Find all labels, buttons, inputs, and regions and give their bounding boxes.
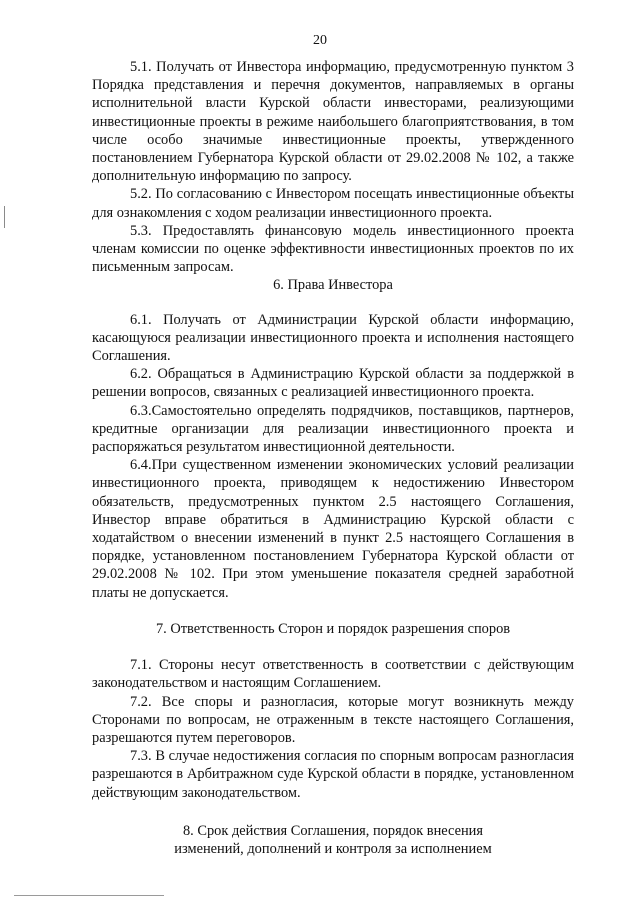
- section-heading-8-line-2: изменений, дополнений и контроля за исполнением: [174, 840, 492, 857]
- scan-edge-mark: [4, 206, 5, 228]
- paragraph-6-1: 6.1. Получать от Администрации Курской области информацию, касающуюся реализации инвестиционного проекта и исполнения настоящего Соглашения.: [92, 311, 574, 365]
- paragraph-5-1: 5.1. Получать от Инвестора информацию, предусмотренную пунктом 3 Порядка представления и перечня документов, направляемых в органы исполнительной власти Курской области инвесторами, реализующими инвестиционные проекты в режиме наибольшего благоприятствования, в том числе особо значимые инвестиционные проекты, утвержденного постановлением Губернатора Курской области от 29.02.2008 № 102, а также дополнительную информацию по запросу.: [92, 59, 574, 185]
- spacer: [92, 802, 574, 822]
- document-body: [92, 58, 574, 858]
- footer-divider: [14, 895, 164, 896]
- paragraph-5-2: 5.2. По согласованию с Инвестором посещать инвестиционные объекты для ознакомления с ходом реализации инвестиционного проекта.: [92, 186, 574, 221]
- section-heading-6: 6. Права Инвестора: [273, 277, 393, 294]
- section-heading-8-line-1: 8. Срок действия Соглашения, порядок внесения: [182, 822, 484, 839]
- paragraph-7-1: 7.1. Стороны несут ответственность в соответствии с действующим законодательством и настоящим Соглашением.: [92, 657, 574, 692]
- paragraph-7-2: 7.2. Все споры и разногласия, которые могут возникнуть между Сторонами по вопросам, не отраженным в тексте настоящего Соглашения, разрешаются путем переговоров.: [92, 693, 574, 746]
- paragraph-6-4: 6.4.При существенном изменении экономических условий реализации инвестиционного проекта, приводящем к недостижению Инвестором обязательств, предусмотренных пунктом 2.5 настоящего Соглашения, Инвестор вправе обратиться в Администрацию Курской области с ходатайством о внесении изменений в пункт 2.5 настоящего Соглашения в порядке, установленном постановлением Губернатора Курской области от 29.02.2008 № 102. При этом уменьшение показателя средней заработной платы не допускается.: [92, 457, 574, 601]
- paragraph-6-2: 6.2. Обращаться в Администрацию Курской области за поддержкой в решении вопросов, связанных с реализацией инвестиционного проекта.: [92, 366, 574, 401]
- spacer: [92, 638, 574, 656]
- spacer: [92, 295, 574, 311]
- paragraph-5-3: 5.3. Предоставлять финансовую модель инвестиционного проекта членам комиссии по оценке эффективности инвестиционных проектов по их письменным запросам.: [92, 222, 574, 276]
- section-heading-7: 7. Ответственность Сторон и порядок разрешения споров: [155, 620, 511, 637]
- paragraph-7-3: 7.3. В случае недостижения согласия по спорным вопросам разногласия разрешаются в Арбитражном суде Курской области в порядке, установленном действующим законодательством.: [92, 748, 574, 801]
- paragraph-6-3: 6.3.Самостоятельно определять подрядчиков, поставщиков, партнеров, кредитные организации для реализации инвестиционного проекта и распоряжаться результатом инвестиционной деятельности.: [92, 402, 574, 456]
- page-number: 20: [313, 33, 327, 48]
- spacer: [92, 602, 574, 620]
